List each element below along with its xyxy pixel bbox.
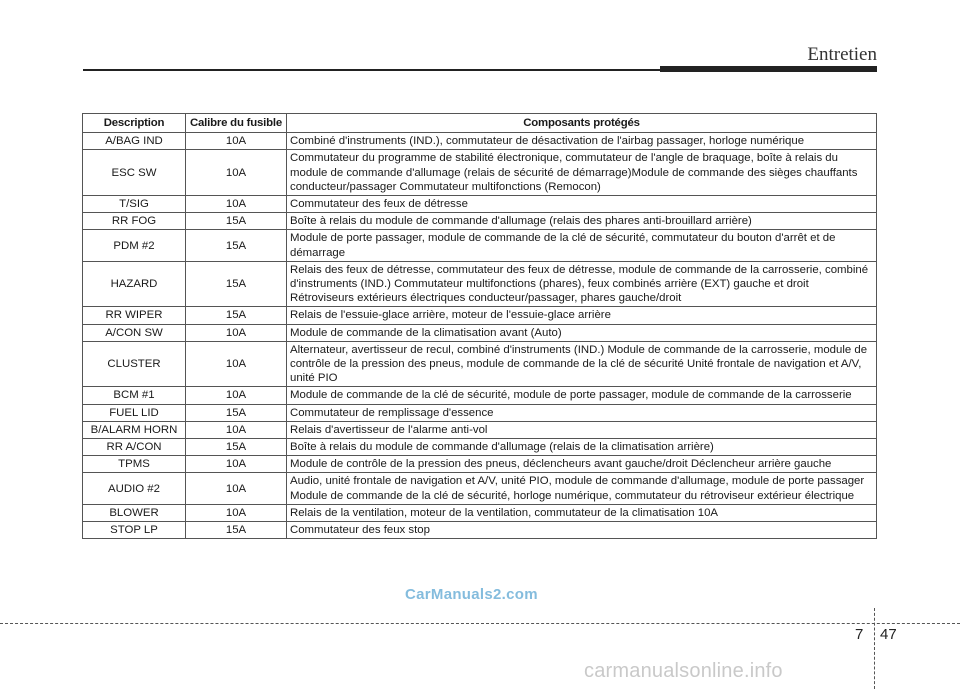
fuse-rating: 15A	[186, 261, 287, 307]
protected-components: Commutateur de remplissage d'essence	[287, 404, 877, 421]
fuse-description: HAZARD	[83, 261, 186, 307]
fuse-rating: 15A	[186, 439, 287, 456]
protected-components: Combiné d'instruments (IND.), commutateur de désactivation de l'airbag passager, horloge numérique	[287, 133, 877, 150]
header-fuse-rating: Calibre du fusible	[186, 114, 287, 133]
table-row	[83, 213, 877, 230]
fuse-description: STOP LP	[83, 522, 186, 539]
fuse-rating: 10A	[186, 133, 287, 150]
protected-components: Relais de l'essuie-glace arrière, moteur de l'essuie-glace arrière	[287, 307, 877, 324]
fuse-rating: 10A	[186, 387, 287, 404]
fuse-rating: 10A	[186, 324, 287, 341]
fuse-rating: 15A	[186, 213, 287, 230]
page-number: 47	[880, 626, 897, 643]
header-description: Description	[83, 114, 186, 133]
watermark-inline: CarManuals2.com	[405, 586, 538, 603]
protected-components: Alternateur, avertisseur de recul, combiné d'instruments (IND.) Module de commande de la carrosserie, module de contrôle de la pression des pneus, module de commande de la clé de sécurité Unité frontale de navigation et A/V, unité PIO	[287, 341, 877, 387]
protected-components: Module de commande de la climatisation avant (Auto)	[287, 324, 877, 341]
table-row	[83, 404, 877, 421]
fuse-description: BCM #1	[83, 387, 186, 404]
protected-components: Module de commande de la clé de sécurité, module de porte passager, module de commande de la carrosserie	[287, 387, 877, 404]
protected-components: Module de porte passager, module de commande de la clé de sécurité, commutateur du bouton d'arrêt et de démarrage	[287, 230, 877, 261]
fuse-rating: 15A	[186, 230, 287, 261]
fuse-rating: 10A	[186, 196, 287, 213]
protected-components: Commutateur des feux stop	[287, 522, 877, 539]
fuse-description: A/CON SW	[83, 324, 186, 341]
fuse-rating: 10A	[186, 456, 287, 473]
header-rule	[83, 69, 660, 71]
fuse-table-body	[83, 133, 877, 539]
table-row	[83, 456, 877, 473]
table-row	[83, 473, 877, 504]
protected-components: Relais des feux de détresse, commutateur des feux de détresse, module de commande de la carrosserie, combiné d'instruments (IND.) Commutateur multifonctions (phares), feux combinés arrière (EXT) gauche et droit Rétroviseurs extérieurs électriques conducteur/passager, phares gauche/droit	[287, 261, 877, 307]
protected-components: Commutateur des feux de détresse	[287, 196, 877, 213]
header-rule-accent	[660, 66, 877, 72]
table-row	[83, 150, 877, 196]
fuse-description: RR A/CON	[83, 439, 186, 456]
fuse-description: BLOWER	[83, 504, 186, 521]
table-row	[83, 261, 877, 307]
fuse-rating: 10A	[186, 421, 287, 438]
table-row	[83, 421, 877, 438]
table-row	[83, 196, 877, 213]
protected-components: Module de contrôle de la pression des pneus, déclencheurs avant gauche/droit Déclencheur arrière gauche	[287, 456, 877, 473]
fuse-description: T/SIG	[83, 196, 186, 213]
table-row	[83, 439, 877, 456]
fuse-rating: 10A	[186, 504, 287, 521]
fuse-description: ESC SW	[83, 150, 186, 196]
table-row	[83, 504, 877, 521]
table-header-row	[83, 114, 877, 133]
protected-components: Audio, unité frontale de navigation et A/V, unité PIO, module de commande d'allumage, module de porte passager Module de commande de la clé de sécurité, horloge numérique, commutateur du rétroviseur extérieur électrique	[287, 473, 877, 504]
protected-components: Boîte à relais du module de commande d'allumage (relais des phares anti-brouillard arrière)	[287, 213, 877, 230]
fuse-table	[82, 113, 877, 539]
fuse-rating: 10A	[186, 341, 287, 387]
table-row	[83, 522, 877, 539]
fuse-rating: 10A	[186, 150, 287, 196]
page-header-title: Entretien	[807, 44, 877, 65]
fuse-description: A/BAG IND	[83, 133, 186, 150]
footer-dashed-rule	[0, 623, 960, 624]
protected-components: Boîte à relais du module de commande d'allumage (relais de la climatisation arrière)	[287, 439, 877, 456]
table-row	[83, 387, 877, 404]
fuse-description: RR WIPER	[83, 307, 186, 324]
fuse-description: B/ALARM HORN	[83, 421, 186, 438]
table-row	[83, 307, 877, 324]
protected-components: Commutateur du programme de stabilité électronique, commutateur de l'angle de braquage, boîte à relais du module de commande d'allumage (relais de sécurité de démarrage)Module de commande des sièges chauffants conducteur/passager Commutateur multifonctions (Remocon)	[287, 150, 877, 196]
footer-vertical-dashed-rule	[874, 608, 875, 689]
fuse-description: RR FOG	[83, 213, 186, 230]
table-row	[83, 341, 877, 387]
fuse-description: PDM #2	[83, 230, 186, 261]
fuse-rating: 15A	[186, 522, 287, 539]
table-row	[83, 133, 877, 150]
protected-components: Relais d'avertisseur de l'alarme anti-vol	[287, 421, 877, 438]
page-chapter-number: 7	[855, 626, 864, 643]
fuse-description: TPMS	[83, 456, 186, 473]
bottom-watermark: carmanualsonline.info	[584, 660, 783, 682]
header-protected-components: Composants protégés	[287, 114, 877, 133]
table-row	[83, 230, 877, 261]
fuse-rating: 15A	[186, 307, 287, 324]
fuse-description: AUDIO #2	[83, 473, 186, 504]
protected-components: Relais de la ventilation, moteur de la ventilation, commutateur de la climatisation 10A	[287, 504, 877, 521]
fuse-description: CLUSTER	[83, 341, 186, 387]
fuse-description: FUEL LID	[83, 404, 186, 421]
table-row	[83, 324, 877, 341]
fuse-rating: 10A	[186, 473, 287, 504]
fuse-rating: 15A	[186, 404, 287, 421]
